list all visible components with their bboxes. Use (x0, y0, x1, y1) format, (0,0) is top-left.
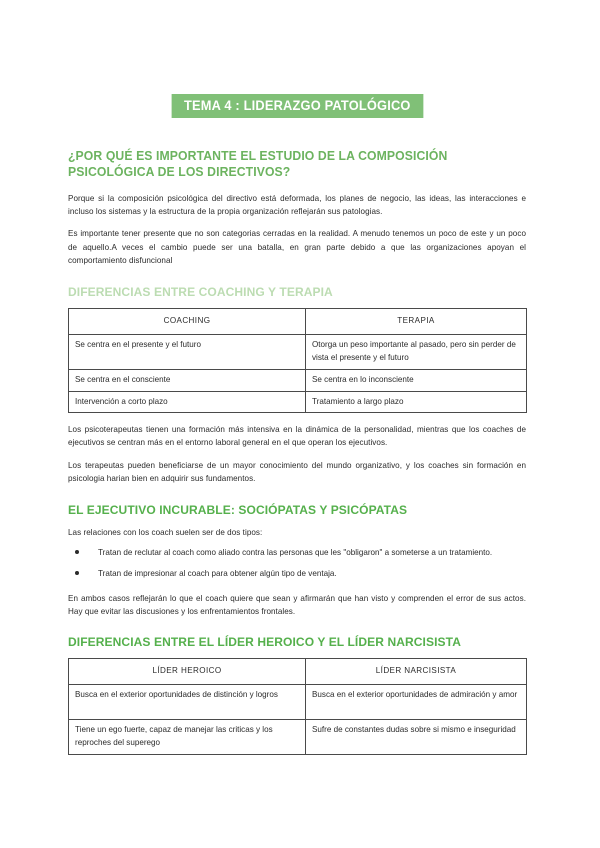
table-cell: Busca en el exterior oportunidades de distinción y logros (69, 685, 306, 720)
table-row (69, 720, 527, 755)
paragraph-ambos-casos-reflejaran: En ambos casos reflejarán lo que el coach quiere que sean y afirmarán que han visto y comprenden el error de sus actos. Hay que evitar las discusiones y los enfrentamientos frontales. (68, 593, 526, 616)
document-title-banner-wrapper (68, 94, 526, 118)
table-row (69, 335, 527, 370)
paragraph-terapeutas-conocimiento-organizativo: Los terapeutas pueden beneficiarse de un mayor conocimiento del mundo organizativo, y los coaches sin formación en psicologia harian bien en adquirir sus fundamentos. (68, 460, 526, 483)
document-title-banner: TEMA 4 : LIDERAZGO PATOLÓGICO (171, 94, 422, 118)
table-row (69, 685, 527, 720)
table-cell: Se centra en lo inconsciente (306, 370, 527, 391)
bullet-dot-icon (75, 550, 79, 554)
table-row (69, 370, 527, 391)
list-item-text: Tratan de reclutar al coach como aliado contra las personas que les "obligaron" a someterse a un tratamiento. (98, 548, 493, 558)
table-cell: Busca en el exterior oportunidades de admiración y amor (306, 685, 527, 720)
table-header-row (69, 309, 527, 335)
table-coaching-vs-terapia (68, 308, 527, 413)
bullet-dot-icon (75, 571, 79, 575)
section-heading-diferencias-coaching-terapia: DIFERENCIAS ENTRE COACHING Y TERAPIA (68, 285, 333, 300)
table-cell: Sufre de constantes dudas sobre si mismo e inseguridad (306, 720, 527, 755)
table-header-cell-lider-narcisista: LÍDER NARCISISTA (306, 659, 527, 685)
table-cell: Intervención a corto plazo (69, 391, 306, 412)
list-item-text: Tratan de impresionar al coach para obtener algún tipo de ventaja. (98, 569, 337, 579)
paragraph-porque-composicion-deformada: Porque si la composición psicológica del directivo está deformada, los planes de negocio, las ideas, las interacciones e incluso los sistemas y la estructura de la propia organización reflejarán sus patologias. (68, 194, 526, 217)
paragraph-relaciones-coach-intro: Las relaciones con los coach suelen ser de dos tipos: (68, 528, 263, 538)
table-header-row (69, 659, 527, 685)
table-cell: Tiene un ego fuerte, capaz de manejar las criticas y los reproches del superego (69, 720, 306, 755)
table-cell: Tratamiento a largo plazo (306, 391, 527, 412)
bullet-list-tipos-relaciones (68, 546, 526, 580)
section-heading-lider-heroico-narcisista: DIFERENCIAS ENTRE EL LÍDER HEROICO Y EL LÍDER NARCISISTA (68, 635, 461, 650)
table-cell: Otorga un peso importante al pasado, pero sin perder de vista el presente y el futuro (306, 335, 527, 370)
table-row (69, 391, 527, 412)
paragraph-categorias-no-cerradas: Es importante tener presente que no son categorias cerradas en la realidad. A menudo tenemos un poco de este y un poco de aquello.A veces el cambio puede ser una batalla, en gran parte debido a que las organizaciones apoyan el comportamiento disfuncional (68, 229, 526, 265)
table-header-cell-lider-heroico: LÍDER HEROICO (69, 659, 306, 685)
table-header-cell-terapia: TERAPIA (306, 309, 527, 335)
list-item (68, 567, 526, 580)
table-header-cell-coaching: COACHING (69, 309, 306, 335)
paragraph-psicoterapeutas-formacion: Los psicoterapeutas tienen una formación más intensiva en la dinámica de la personalidad, mientras que los coaches de ejecutivos se centran más en el entorno laboral general en el que operan los ejecutivos. (68, 425, 526, 448)
table-cell: Se centra en el consciente (69, 370, 306, 391)
table-cell: Se centra en el presente y el futuro (69, 335, 306, 370)
section-heading-ejecutivo-incurable: EL EJECUTIVO INCURABLE: SOCIÓPATAS Y PSICÓPATAS (68, 503, 408, 518)
section-heading-importancia-composicion-psicologica: ¿POR QUÉ ES IMPORTANTE EL ESTUDIO DE LA COMPOSICIÓN PSICOLÓGICA DE LOS DIRECTIVOS? (68, 149, 448, 179)
document-content (68, 0, 526, 765)
table-lider-heroico-vs-narcisista (68, 658, 527, 755)
list-item (68, 546, 526, 559)
